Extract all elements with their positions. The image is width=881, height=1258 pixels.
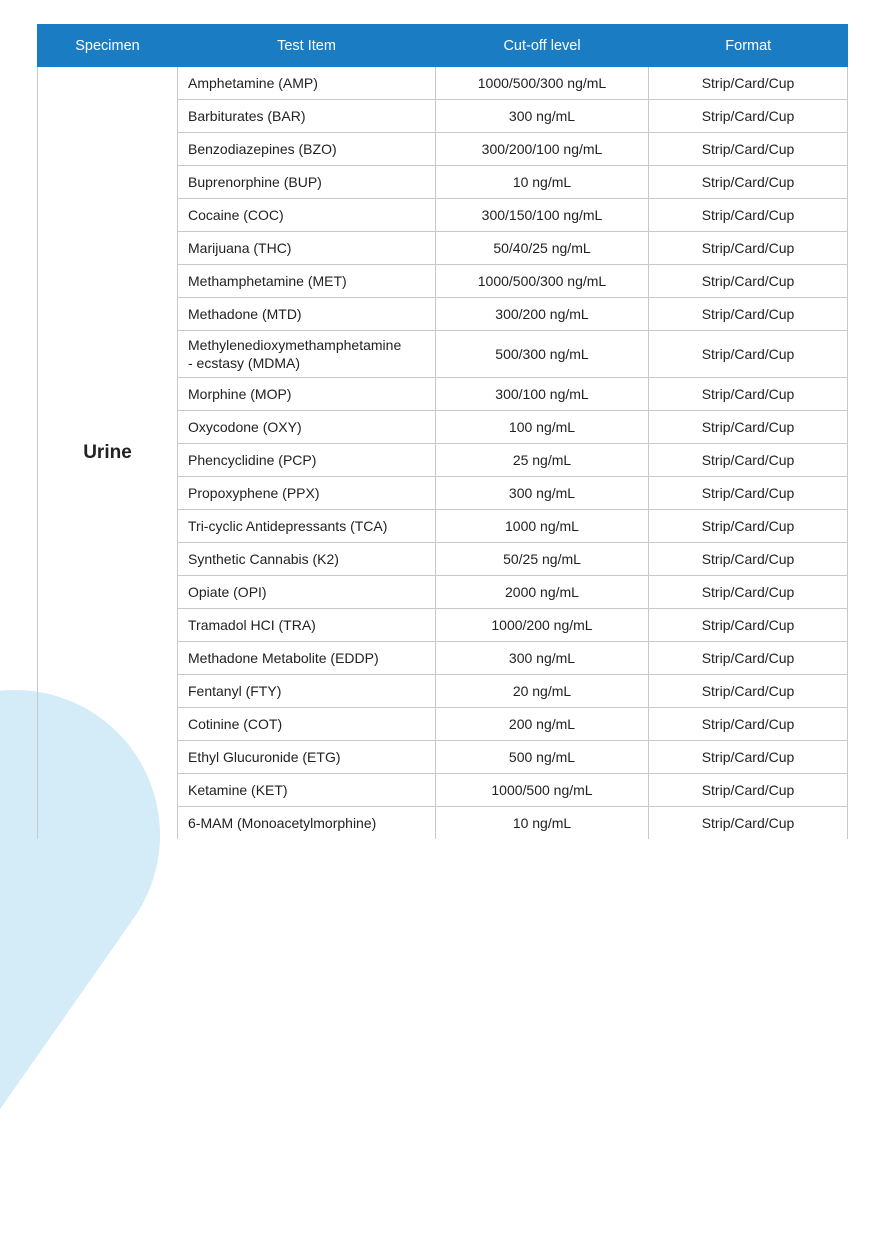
test-item-line-2: - ecstasy (MDMA) (188, 355, 300, 371)
cutoff-cell: 300/200 ng/mL (436, 298, 649, 331)
format-cell: Strip/Card/Cup (649, 166, 848, 199)
table-header-row (38, 24, 848, 67)
test-item-cell (178, 331, 436, 378)
format-cell: Strip/Card/Cup (649, 444, 848, 477)
header-format: Format (649, 24, 848, 67)
test-item-cell: Ethyl Glucuronide (ETG) (178, 741, 436, 774)
format-cell: Strip/Card/Cup (649, 741, 848, 774)
test-item-cell: Amphetamine (AMP) (178, 67, 436, 100)
test-item-cell: Methadone (MTD) (178, 298, 436, 331)
cutoff-cell: 300 ng/mL (436, 477, 649, 510)
test-item-cell: Oxycodone (OXY) (178, 411, 436, 444)
cutoff-cell: 300/100 ng/mL (436, 378, 649, 411)
cutoff-cell: 50/25 ng/mL (436, 543, 649, 576)
format-cell: Strip/Card/Cup (649, 100, 848, 133)
test-item-cell: Methamphetamine (MET) (178, 265, 436, 298)
format-cell: Strip/Card/Cup (649, 510, 848, 543)
test-item-cell: Phencyclidine (PCP) (178, 444, 436, 477)
cutoff-cell: 2000 ng/mL (436, 576, 649, 609)
test-item-cell: Cocaine (COC) (178, 199, 436, 232)
format-cell: Strip/Card/Cup (649, 708, 848, 741)
cutoff-cell: 10 ng/mL (436, 166, 649, 199)
format-cell: Strip/Card/Cup (649, 67, 848, 100)
test-item-cell: Barbiturates (BAR) (178, 100, 436, 133)
format-cell: Strip/Card/Cup (649, 331, 848, 378)
test-item-cell: 6-MAM (Monoacetylmorphine) (178, 807, 436, 840)
cutoff-cell: 500/300 ng/mL (436, 331, 649, 378)
cutoff-cell: 100 ng/mL (436, 411, 649, 444)
test-item-cell: Marijuana (THC) (178, 232, 436, 265)
format-cell: Strip/Card/Cup (649, 133, 848, 166)
format-cell: Strip/Card/Cup (649, 774, 848, 807)
cutoff-cell: 1000/500 ng/mL (436, 774, 649, 807)
test-item-cell: Tri-cyclic Antidepressants (TCA) (178, 510, 436, 543)
cutoff-cell: 1000/500/300 ng/mL (436, 67, 649, 100)
format-cell: Strip/Card/Cup (649, 576, 848, 609)
header-specimen: Specimen (38, 24, 178, 67)
cutoff-cell: 25 ng/mL (436, 444, 649, 477)
cutoff-cell: 1000/200 ng/mL (436, 609, 649, 642)
header-test-item: Test Item (178, 24, 436, 67)
cutoff-cell: 50/40/25 ng/mL (436, 232, 649, 265)
cutoff-cell: 500 ng/mL (436, 741, 649, 774)
cutoff-cell: 300/150/100 ng/mL (436, 199, 649, 232)
cutoff-cell: 300 ng/mL (436, 642, 649, 675)
format-cell: Strip/Card/Cup (649, 411, 848, 444)
cutoff-cell: 300/200/100 ng/mL (436, 133, 649, 166)
table-row (38, 67, 848, 100)
test-item-cell: Fentanyl (FTY) (178, 675, 436, 708)
test-item-cell: Ketamine (KET) (178, 774, 436, 807)
format-cell: Strip/Card/Cup (649, 477, 848, 510)
cutoff-cell: 1000 ng/mL (436, 510, 649, 543)
format-cell: Strip/Card/Cup (649, 675, 848, 708)
format-cell: Strip/Card/Cup (649, 265, 848, 298)
specimen-cell: Urine (38, 67, 178, 839)
test-item-cell: Synthetic Cannabis (K2) (178, 543, 436, 576)
test-item-cell: Buprenorphine (BUP) (178, 166, 436, 199)
test-item-cell: Opiate (OPI) (178, 576, 436, 609)
format-cell: Strip/Card/Cup (649, 298, 848, 331)
test-item-cell: Tramadol HCI (TRA) (178, 609, 436, 642)
format-cell: Strip/Card/Cup (649, 609, 848, 642)
test-item-cell: Methadone Metabolite (EDDP) (178, 642, 436, 675)
cutoff-cell: 200 ng/mL (436, 708, 649, 741)
test-item-cell: Benzodiazepines (BZO) (178, 133, 436, 166)
format-cell: Strip/Card/Cup (649, 642, 848, 675)
format-cell: Strip/Card/Cup (649, 807, 848, 840)
drug-test-table-container (37, 24, 847, 839)
format-cell: Strip/Card/Cup (649, 232, 848, 265)
format-cell: Strip/Card/Cup (649, 199, 848, 232)
cutoff-cell: 20 ng/mL (436, 675, 649, 708)
cutoff-cell: 300 ng/mL (436, 100, 649, 133)
cutoff-cell: 1000/500/300 ng/mL (436, 265, 649, 298)
test-item-cell: Morphine (MOP) (178, 378, 436, 411)
cutoff-cell: 10 ng/mL (436, 807, 649, 840)
test-item-line-1: Methylenedioxymethamphetamine (188, 337, 402, 353)
drug-test-table (37, 24, 848, 839)
header-cutoff-level: Cut-off level (436, 24, 649, 67)
format-cell: Strip/Card/Cup (649, 543, 848, 576)
test-item-cell: Propoxyphene (PPX) (178, 477, 436, 510)
format-cell: Strip/Card/Cup (649, 378, 848, 411)
test-item-cell: Cotinine (COT) (178, 708, 436, 741)
